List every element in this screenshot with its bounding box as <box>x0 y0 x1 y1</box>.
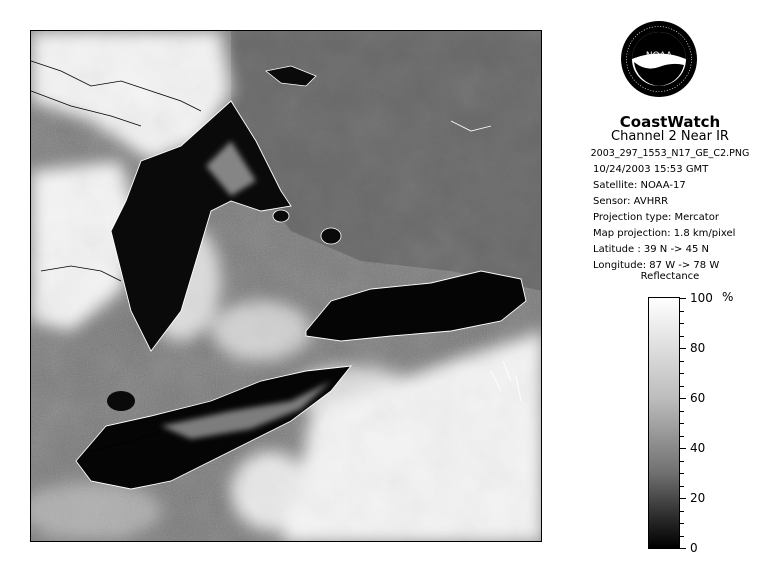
colorbar-tick-label: 40 <box>690 441 706 455</box>
colorbar-tick <box>680 423 684 424</box>
colorbar-tick <box>680 298 686 299</box>
sensor-info: Sensor: AVHRR <box>593 196 669 207</box>
colorbar-tick-label: 20 <box>690 491 706 505</box>
noaa-logo-text: NOAA <box>645 51 673 61</box>
colorbar-tick <box>680 436 684 437</box>
noaa-logo <box>620 20 698 98</box>
reflectance-colorbar <box>648 297 680 549</box>
lake-st-clair <box>107 391 135 411</box>
product-title: CoastWatch <box>619 113 721 131</box>
filename: 2003_297_1553_N17_GE_C2.PNG <box>590 148 750 159</box>
longitude-range: Longitude: 87 W -> 78 W <box>593 260 720 271</box>
projection-type: Projection type: Mercator <box>593 212 719 223</box>
colorbar-tick <box>680 311 684 312</box>
colorbar-label: Reflectance <box>640 271 700 282</box>
colorbar-tick <box>680 536 684 537</box>
datetime: 10/24/2003 15:53 GMT <box>593 164 709 175</box>
colorbar-tick-label: 80 <box>690 341 706 355</box>
colorbar-tick <box>680 411 684 412</box>
colorbar-tick <box>680 498 686 499</box>
satellite-info: Satellite: NOAA-17 <box>593 180 686 191</box>
colorbar-tick <box>680 511 684 512</box>
colorbar-unit: % <box>722 290 734 304</box>
colorbar-tick <box>680 336 684 337</box>
colorbar-tick <box>680 386 684 387</box>
colorbar-tick <box>680 398 686 399</box>
colorbar-tick <box>680 473 684 474</box>
colorbar-tick <box>680 523 684 524</box>
satellite-image <box>30 30 542 542</box>
colorbar-tick <box>680 548 686 549</box>
colorbar-tick <box>680 348 686 349</box>
colorbar-tick <box>680 373 684 374</box>
channel-label: Channel 2 Near IR <box>611 129 729 144</box>
colorbar-tick <box>680 486 684 487</box>
colorbar-tick <box>680 361 684 362</box>
colorbar-tick-label: 0 <box>690 541 698 555</box>
latitude-range: Latitude : 39 N -> 45 N <box>593 244 709 255</box>
map-projection: Map projection: 1.8 km/pixel <box>593 228 736 239</box>
satellite-map-svg <box>31 31 542 542</box>
colorbar-tick <box>680 448 686 449</box>
colorbar-tick <box>680 461 684 462</box>
noaa-logo-svg <box>620 20 698 98</box>
colorbar-tick <box>680 323 684 324</box>
colorbar-tick-label: 100 <box>690 291 713 305</box>
colorbar-tick-label: 60 <box>690 391 706 405</box>
